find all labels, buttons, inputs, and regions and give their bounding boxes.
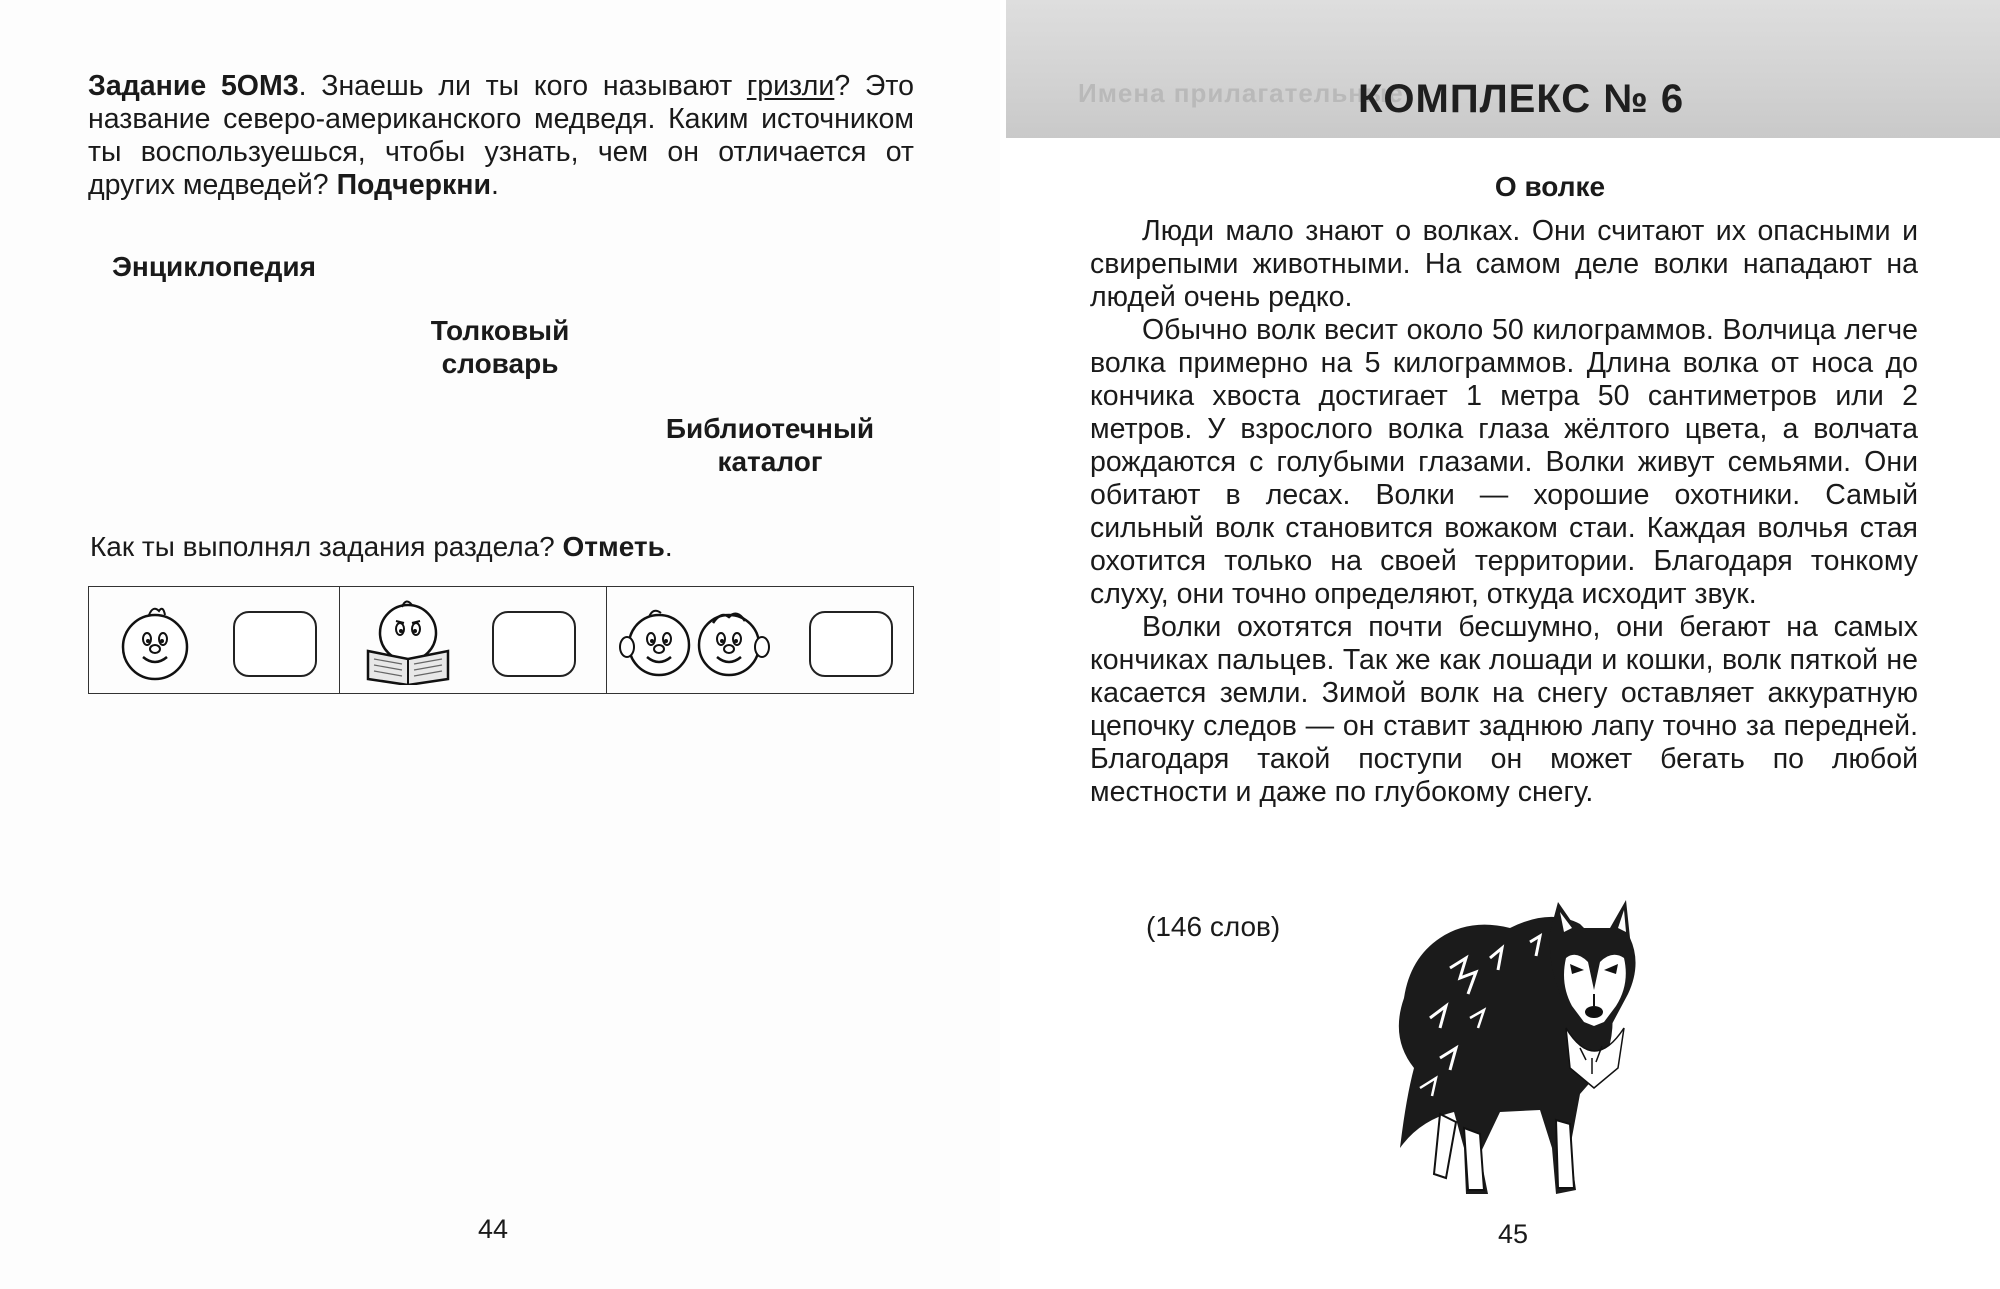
task-text [88, 70, 914, 202]
story-title: О волке [1494, 171, 1606, 202]
story-paragraph: Обычно волк весит около 50 килограммов. Волчица легче волка примерно на 5 килограммов. Длина волка от носа до кончика хвоста достигает 1 метра 50 сантиметров или 2 метров. У взрослого волка глаза жёлтого цвета, а волчата рождаются с голубыми глазами. Волки живут семьями. Они обитают в лесах. Волки — хорошие охотники. Самый сильный волк становится вожаком стаи. Каждая волчья стая охотится только на своей территории. Благодаря тонкому слуху, они точно определяют, откуда исходит звук. [1090, 314, 1918, 610]
page-number-right: 45 [1498, 1219, 1529, 1249]
option-catalog-line1: Библиотечный [665, 413, 875, 444]
two-faces-icon [617, 601, 773, 681]
story-text [1090, 215, 1918, 809]
option-catalog[interactable] [640, 412, 900, 478]
option-dictionary-line1: Толковый [430, 315, 570, 346]
assessment-cell-alone [89, 587, 340, 693]
self-assessment-table [88, 586, 914, 694]
reading-child-icon [362, 599, 454, 685]
page-number-left: 44 [478, 1214, 509, 1244]
task-number: Задание 5ОМ3 [88, 70, 299, 102]
self-check-question [90, 530, 673, 563]
complex-title: КОМПЛЕКС № 6 [1358, 77, 1685, 121]
task-text-after: ? Это название северо-американского медведя. Каким источником ты воспользуешься, чтобы узнать, чем он отличается от других медведей? [88, 70, 914, 201]
assessment-checkbox-with-friend[interactable] [809, 611, 893, 677]
wolf-illustration [1380, 898, 1670, 1208]
word-count: (146 слов) [1146, 911, 1281, 942]
story-paragraph: Люди мало знают о волках. Они считают их опасными и свирепыми животными. На самом деле волки нападают на людей очень редко. [1090, 215, 1918, 313]
question-instruction: Отметь [562, 531, 665, 562]
task-text-before: . Знаешь ли ты кого называют [298, 70, 747, 102]
option-encyclopedia[interactable] [112, 250, 316, 283]
task-end: . [490, 169, 499, 201]
task-instruction: Подчеркни [336, 169, 491, 201]
option-dictionary-line2: словарь [441, 348, 559, 379]
smiley-face-icon [119, 601, 191, 683]
option-catalog-line2: каталог [717, 446, 823, 477]
question-text: Как ты выполнял задания раздела? [90, 531, 563, 562]
task-underlined-word: гризли [746, 70, 835, 102]
header-ghost-text: Имена прилагательные [1078, 78, 1404, 108]
option-encyclopedia-label: Энциклопедия [112, 251, 316, 282]
option-dictionary[interactable] [380, 314, 620, 380]
assessment-cell-with-friend [607, 587, 913, 693]
assessment-cell-with-book [340, 587, 607, 693]
assessment-checkbox-alone[interactable] [233, 611, 317, 677]
story-paragraph: Волки охотятся почти бесшумно, они бегают на самых кончиках пальцев. Так же как лошади и кошки, волк пяткой не касается земли. Зимой волк на снегу оставляет аккуратную цепочку следов — он ставит заднюю лапу точно за передней. Благодаря такой поступи он может бегать по любой местности и даже по глубокому снегу. [1090, 611, 1918, 808]
question-end: . [664, 531, 673, 562]
assessment-checkbox-with-book[interactable] [492, 611, 576, 677]
